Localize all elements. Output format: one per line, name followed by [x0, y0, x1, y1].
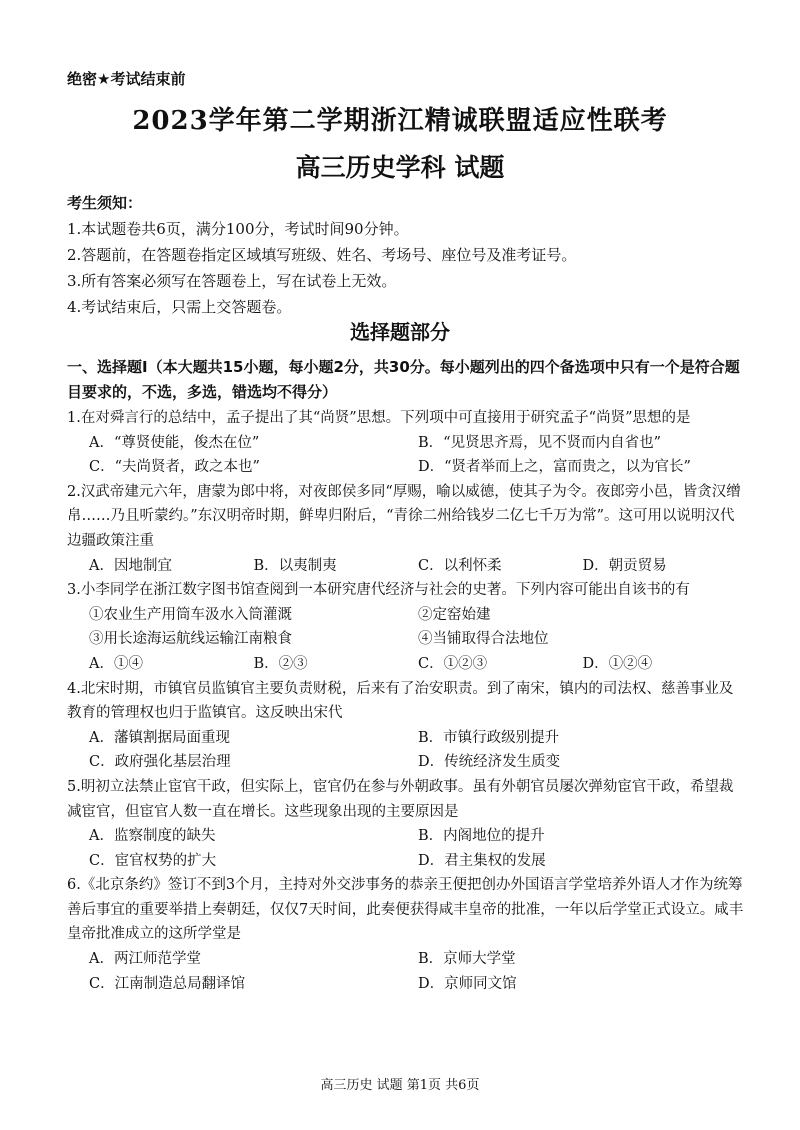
option-d: D．君主集权的发展 [418, 852, 546, 869]
statement-1: ①农业生产用筒车汲水入筒灌溉 [89, 606, 292, 623]
exam-title: 2023学年第二学期浙江精诚联盟适应性联考 [132, 106, 668, 136]
question-stem: 5.明初立法禁止宦官干政，但实际上，宦官仍在参与外朝政事。虽有外朝官员屡次弹劾宦官干政，希望裁减宦官，但宦官人数一直在增长。这些现象出现的主要原因是 [67, 778, 734, 820]
part-instructions: 一、选择题Ⅰ（本大题共15小题，每小题2分，共30分。每小题列出的四个备选项中只有一个是符合题目要求的，不选，多选，错选均不得分） [67, 358, 740, 401]
notice-item: 2.答题前，在答题卷指定区域填写班级、姓名、考场号、座位号及准考证号。 [67, 246, 577, 264]
option-c: C．政府强化基层治理 [89, 754, 231, 771]
option-c: C．“夫尚贤者，政之本也” [89, 459, 260, 476]
option-a: A．因地制宜 [89, 557, 172, 574]
option-d: D．①②④ [582, 655, 653, 672]
options [67, 652, 747, 677]
question-5 [67, 775, 747, 873]
option-a: A．①④ [89, 655, 143, 672]
options [67, 726, 747, 775]
option-d: D．朝贡贸易 [582, 557, 667, 574]
option-c: C．江南制造总局翻译馆 [89, 975, 246, 992]
option-a: A．藩镇割据局面重现 [89, 729, 230, 746]
option-a: A．两江师范学堂 [89, 951, 201, 968]
statement-2: ②定窑始建 [418, 606, 491, 623]
option-c: C．①②③ [418, 655, 488, 672]
statement-4: ④当铺取得合法地位 [418, 631, 549, 648]
options [67, 824, 747, 873]
option-b: B．市镇行政级别提升 [418, 729, 560, 746]
option-b: B．“见贤思齐焉，见不贤而内自省也” [418, 434, 661, 451]
statement-3: ③用长途海运航线运输江南粮食 [89, 631, 292, 648]
option-b: B．京师大学堂 [418, 951, 516, 968]
section-title: 选择题部分 [350, 320, 450, 344]
statement-items [67, 603, 747, 652]
candidate-notice [67, 190, 747, 320]
option-c: C．宦官权势的扩大 [89, 852, 217, 869]
option-d: D．传统经济发生质变 [418, 754, 561, 771]
question-stem: 2.汉武帝建元六年，唐蒙为郎中将，对夜郎侯多同“厚赐，喻以威德，使其子为令。夜郎旁小邑，皆贪汉缯帛……乃且听蒙约。”东汉明帝时期，鲜卑归附后，“青徐二州给钱岁二亿七千万为常”。这可用以说明汉代边疆政策注重 [67, 483, 741, 549]
option-a: A．监察制度的缺失 [89, 828, 216, 845]
option-c: C．以利怀柔 [418, 557, 502, 574]
option-b: B．内阁地位的提升 [418, 828, 545, 845]
question-stem: 4.北宋时期，市镇官员监镇官主要负责财税，后来有了治安职责。到了南宋，镇内的司法权、慈善事业及教育的管理权也归于监镇官。这反映出宋代 [67, 680, 734, 722]
secret-label: 绝密★考试结束前 [67, 70, 186, 88]
option-a: A．“尊贤使能，俊杰在位” [89, 434, 260, 451]
option-d: D．“贤者举而上之，富而贵之，以为官长” [418, 459, 691, 476]
exam-subtitle: 高三历史学科 试题 [295, 153, 505, 182]
question-3 [67, 578, 747, 676]
notice-item: 3.所有答案必须写在答题卷上，写在试卷上无效。 [67, 272, 397, 290]
options [67, 431, 747, 480]
notice-title: 考生须知： [67, 194, 143, 212]
question-stem: 6.《北京条约》签订不到3个月，主持对外交涉事务的恭亲王便把创办外国语言学堂培养外语人才作为统筹善后事宜的重要举措上奏朝廷，仅仅7天时间，此奏便获得咸丰皇帝的批准，一年以后学堂正式设立。咸丰皇帝批准成立的这所学堂是 [67, 877, 744, 943]
question-stem: 1.在对舜言行的总结中，孟子提出了其“尚贤”思想。下列项中可直接用于研究孟子“尚贤”思想的是 [67, 410, 691, 426]
option-b: B．以夷制夷 [253, 557, 337, 574]
question-6 [67, 873, 747, 996]
question-list [67, 406, 747, 996]
question-4 [67, 677, 747, 775]
page-footer: 高三历史 试题 第1页 共6页 [320, 1078, 480, 1093]
question-stem: 3.小李同学在浙江数字图书馆查阅到一本研究唐代经济与社会的史著。下列内容可能出自该书的有 [67, 582, 690, 599]
options [67, 947, 747, 996]
question-1 [67, 406, 747, 480]
option-b: B．②③ [253, 655, 308, 672]
options [67, 554, 747, 579]
question-2 [67, 480, 747, 578]
notice-item: 4.考试结束后，只需上交答题卷。 [67, 298, 292, 316]
option-d: D．京师同文馆 [418, 975, 517, 992]
notice-item: 1.本试题卷共6页，满分100分，考试时间90分钟。 [67, 220, 409, 238]
